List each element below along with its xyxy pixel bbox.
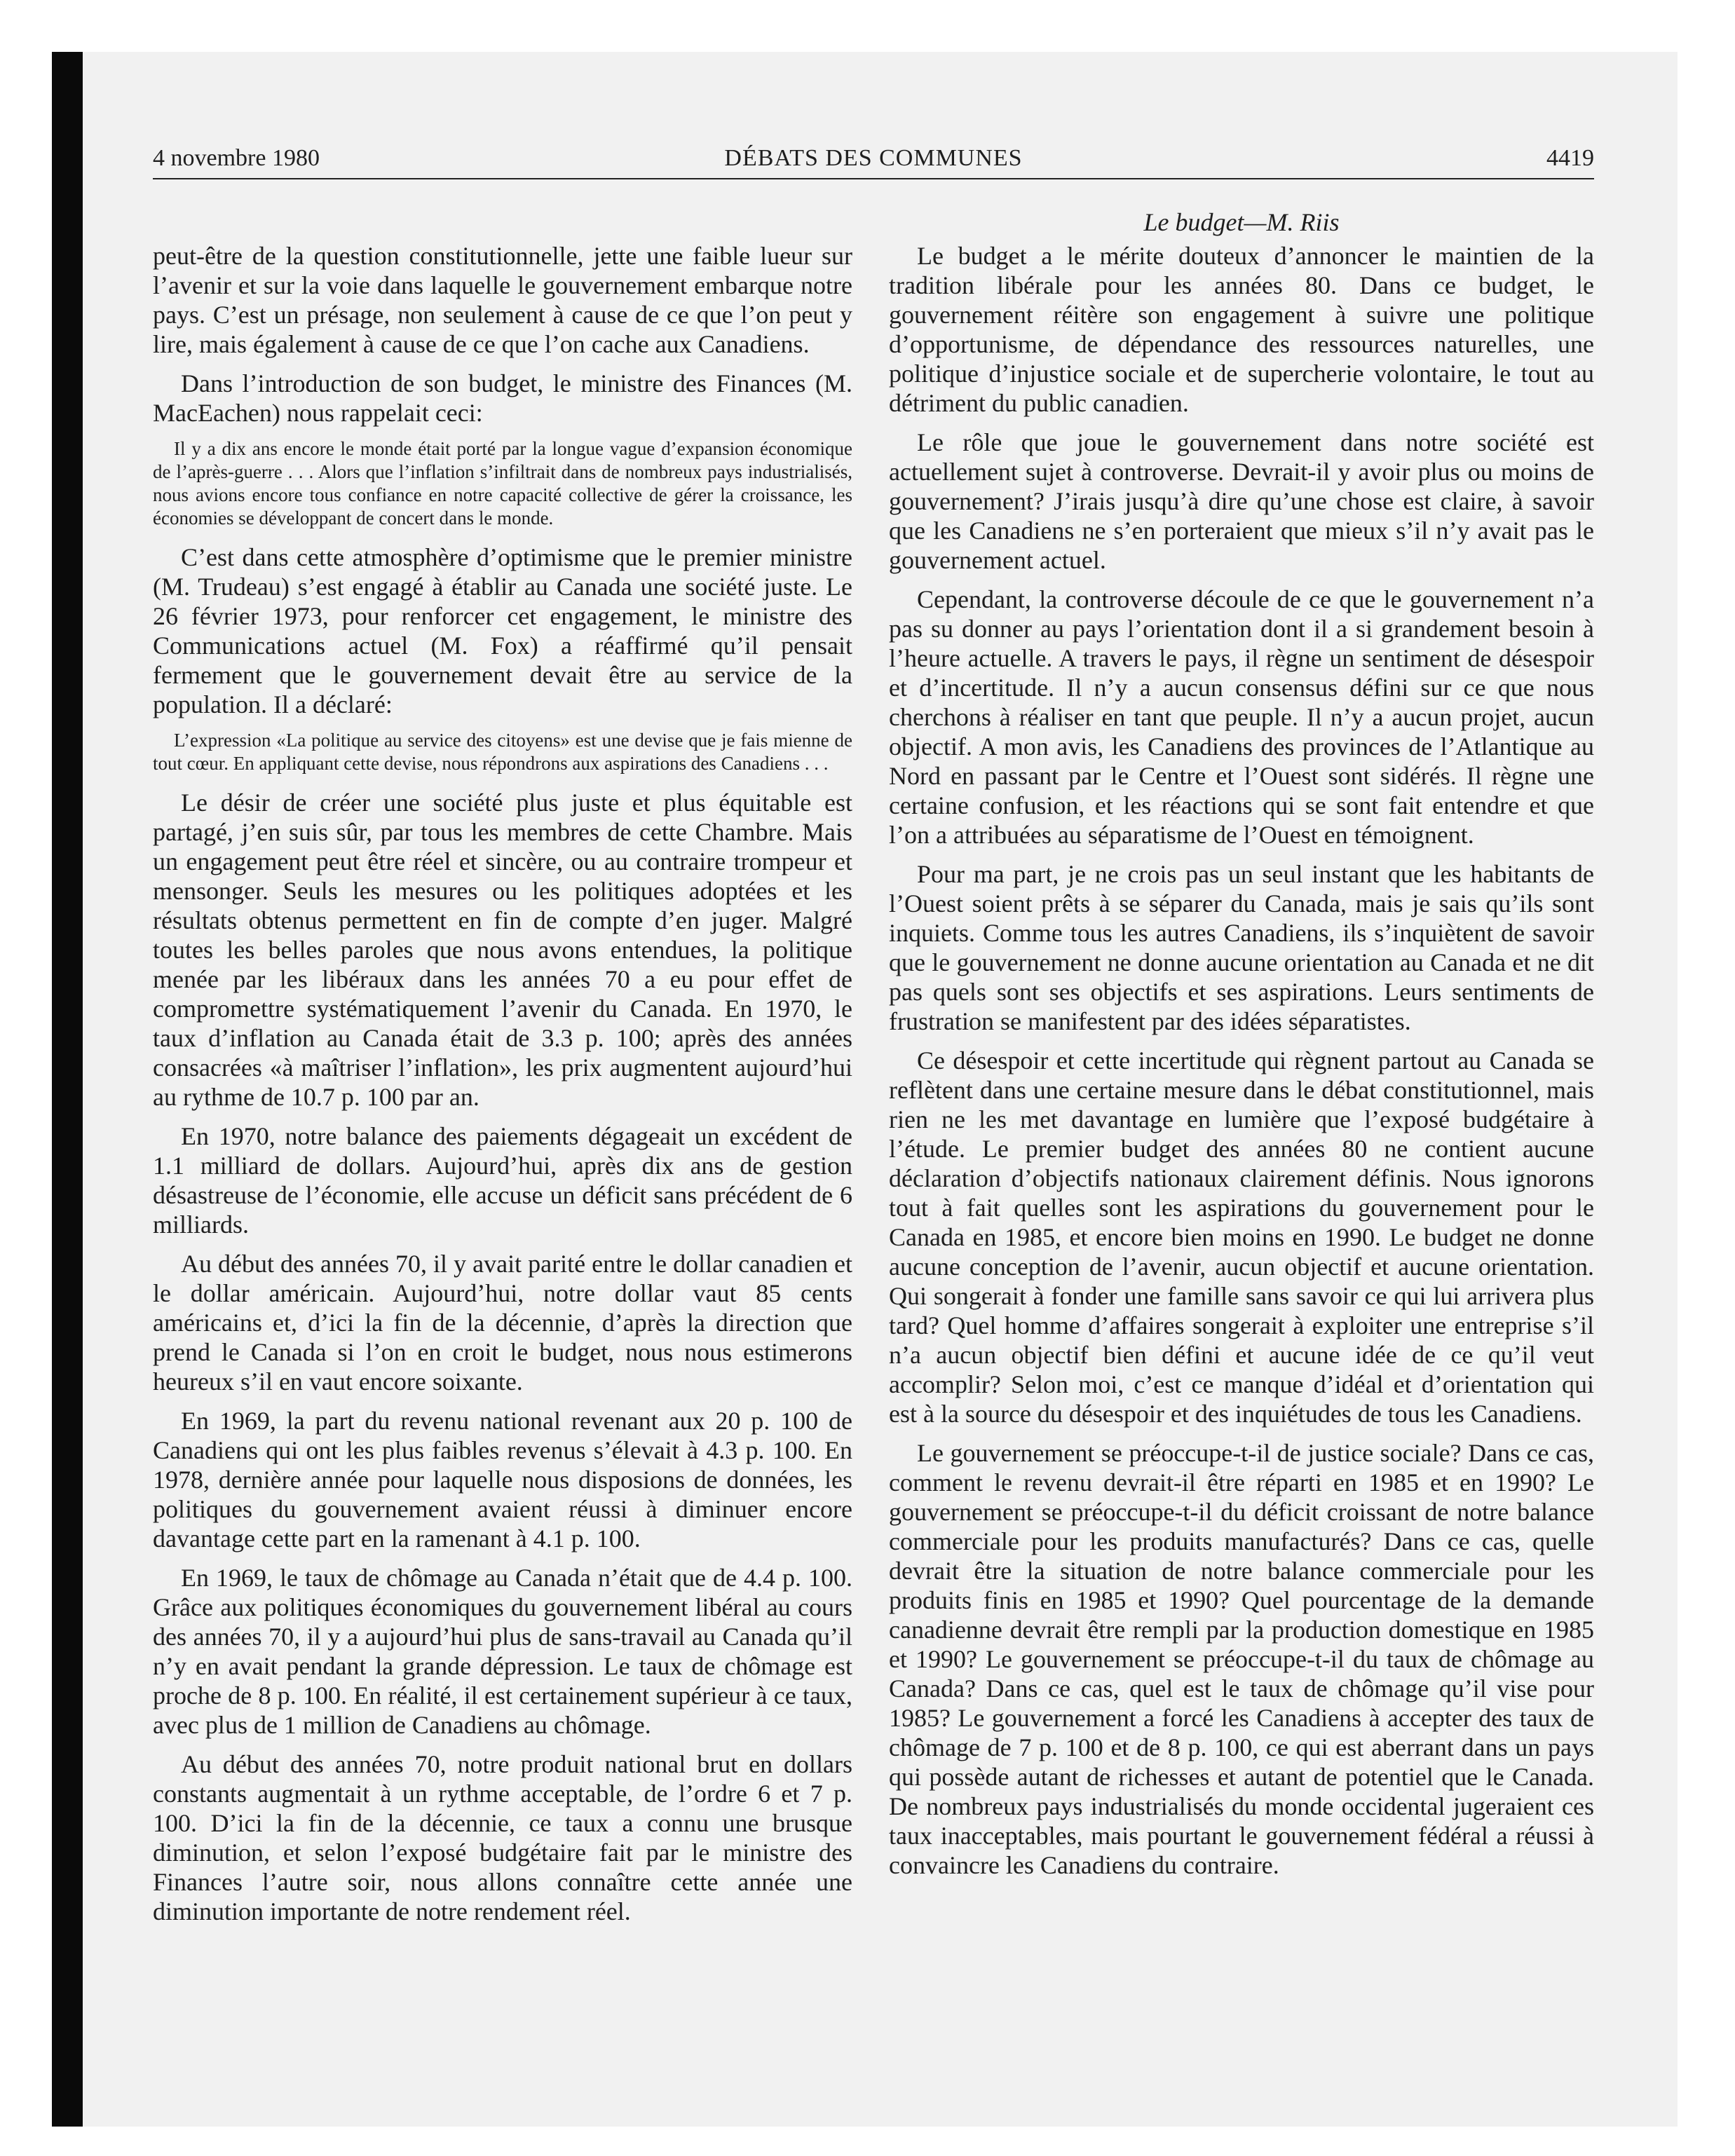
header-rule <box>153 178 1594 179</box>
paragraph: Cependant, la controverse découle de ce que le gouvernement n’a pas su donner au pays l’orientation dont il a si grandement besoin à l’heure actuelle. A travers le pays, il règne un sentiment de désespoir et d’incertitude. Il n’y a aucun consensus défini sur ce que nous cherchons à réaliser en tant que peuple. Il n’y a aucun projet, aucun objectif. A mon avis, les Canadiens des provinces de l’Atlantique au Nord en passant par le Centre et l’Ouest sont sidérés. Il règne une certaine confusion, et les réactions qui se sont fait entendre et que l’on a attribuées au séparatisme de l’Ouest en témoignent. <box>889 585 1594 849</box>
paragraph: Dans l’introduction de son budget, le ministre des Finances (M. MacEachen) nous rappelait ceci: <box>153 369 852 427</box>
paragraph: Ce désespoir et cette incertitude qui règnent partout au Canada se reflètent dans une certaine mesure dans le débat constitutionnel, mais rien ne les met davantage en lumière que l’exposé budgétaire à l’étude. Le premier budget des années 80 ne contient aucune déclaration d’objectifs nationaux clairement définis. Nous ignorons tout à fait quelles sont les aspirations du gouvernement pour le Canada en 1985, et encore bien moins en 1990. Le budget ne donne aucune conception de l’avenir, aucun objectif et aucune orientation. Qui songerait à fonder une famille sans savoir ce qui lui arrivera plus tard? Quel homme d’affaires songerait à exploiter une entreprise s’il n’a aucun objectif bien défini et aucune idée de ce qu’il veut accomplir? Selon moi, c’est ce manque d’idéal et d’orientation qui est à la source du désespoir et des inquiétudes de tous les Canadiens. <box>889 1046 1594 1428</box>
paragraph: En 1969, la part du revenu national revenant aux 20 p. 100 de Canadiens qui ont les plus faibles revenus s’élevait à 4.3 p. 100. En 1978, dernière année pour laquelle nous disposions de données, les politiques du gouvernement avaient réussi à diminuer encore davantage cette part en la ramenant à 4.1 p. 100. <box>153 1407 852 1553</box>
paragraph: Au début des années 70, notre produit national brut en dollars constants augmentait à un rythme acceptable, de l’ordre 6 et 7 p. 100. D’ici la fin de la décennie, ce taux a connu une brusque diminution, et selon l’exposé budgétaire fait par le ministre des Finances l’autre soir, nous allons connaître cette année une diminution importante de notre rendement réel. <box>153 1750 852 1925</box>
paragraph: En 1970, notre balance des paiements dégageait un excédent de 1.1 milliard de dollars. Aujourd’hui, après dix ans de gestion désastreuse de l’économie, elle accuse un déficit sans précédent de 6 milliards. <box>153 1122 852 1239</box>
paragraph: Le rôle que joue le gouvernement dans notre société est actuellement sujet à controverse. Devrait-il y avoir plus ou moins de gouvernement? J’irais jusqu’à dire qu’une chose est claire, à savoir que les Canadiens ne s’en porteraient que mieux s’il n’y avait pas le gouvernement actuel. <box>889 428 1594 574</box>
paragraph: Le désir de créer une société plus juste et plus équitable est partagé, j’en suis sûr, par tous les membres de cette Chambre. Mais un engagement peut être réel et sincère, ou au contraire trompeur et mensonger. Seuls les mesures ou les politiques adoptées et les résultats obtenus permettent en fin de compte d’en juger. Malgré toutes les belles paroles que nous avons entendues, la politique menée par les libéraux dans les années 70 a eu pour effet de compromettre systématiquement l’avenir du Canada. En 1970, le taux d’inflation au Canada était de 3.3 p. 100; après des années consacrées «à maîtriser l’inflation», les prix augmentent aujourd’hui au rythme de 10.7 p. 100 par an. <box>153 789 852 1111</box>
left-column <box>153 241 852 1936</box>
block-quote: Il y a dix ans encore le monde était porté par la longue vague d’expansion économique de l’après-guerre . . . Alors que l’inflation s’infiltrait dans de nombreux pays industrialisés, nous avions encore tous confiance en notre capacité collective de gérer la croissance, les économies se développant de concert dans le monde. <box>153 438 852 528</box>
paragraph: Le gouvernement se préoccupe-t-il de justice sociale? Dans ce cas, comment le revenu devrait-il être réparti en 1985 et en 1990? Le gouvernement se préoccupe-t-il du déficit croissant de notre balance commerciale pour les produits manufacturés? Dans ce cas, quelle devrait être la situation de notre balance commerciale pour les produits finis en 1985 et 1990? Quel pourcentage de la demande canadienne devrait être rempli par la production domestique en 1985 et 1990? Le gouvernement se préoccupe-t-il du taux de chômage au Canada? Dans ce cas, quel est le taux de chômage qu’il vise pour 1985? Le gouvernement a forcé les Canadiens à accepter des taux de chômage de 7 p. 100 et de 8 p. 100, ce qui est aberrant dans un pays qui possède autant de richesses et autant de potentiel que le Canada. De nombreux pays industrialisés du monde occidental jugeraient ces taux inacceptables, mais pourtant le gouvernement fédéral a réussi à convaincre les Canadiens du contraire. <box>889 1439 1594 1879</box>
header-date: 4 novembre 1980 <box>153 145 320 171</box>
paragraph: Pour ma part, je ne crois pas un seul instant que les habitants de l’Ouest soient prêts à se séparer du Canada, mais je sais qu’ils sont inquiets. Comme tous les autres Canadiens, ils s’inquiètent de savoir que le gouvernement ne donne aucune orientation au Canada et ne dit pas quels sont ses objectifs et ses aspirations. Leurs sentiments de frustration se manifestent par des idées séparatistes. <box>889 860 1594 1035</box>
paragraph: En 1969, le taux de chômage au Canada n’était que de 4.4 p. 100. Grâce aux politiques économiques du gouvernement libéral au cours des années 70, il y a aujourd’hui plus de sans-travail au Canada qu’il n’y en avait pendant la grande dépression. Le taux de chômage est proche de 8 p. 100. En réalité, il est certainement supérieur à ce taux, avec plus de 1 million de Canadiens au chômage. <box>153 1564 852 1739</box>
header-title: DÉBATS DES COMMUNES <box>724 145 1023 171</box>
paragraph: C’est dans cette atmosphère d’optimisme que le premier ministre (M. Trudeau) s’est engagé à établir au Canada une société juste. Le 26 février 1973, pour renforcer cet engagement, le ministre des Communications actuel (M. Fox) a réaffirmé qu’il pensait fermement que le gouvernement devait être au service de la population. Il a déclaré: <box>153 543 852 718</box>
paragraph: Au début des années 70, il y avait parité entre le dollar canadien et le dollar américain. Aujourd’hui, notre dollar vaut 85 cents américains et, d’ici la fin de la décennie, d’après la direction que prend le Canada si l’on en croit le budget, nous nous estimerons heureux s’il en vaut encore soixante. <box>153 1250 852 1396</box>
scan-edge-shadow <box>52 52 83 2127</box>
document-page <box>83 52 1678 2127</box>
paragraph: Le budget a le mérite douteux d’annoncer le maintien de la tradition libérale pour les années 80. Dans ce budget, le gouvernement réitère son engagement à suivre une politique d’opportunisme, de dépendance des ressources naturelles, une politique d’injustice sociale et de supercherie volontaire, le tout au détriment du public canadien. <box>889 242 1594 417</box>
running-head: Le budget—M. Riis <box>1143 208 1340 236</box>
page-header <box>153 142 1594 175</box>
header-page-number: 4419 <box>1546 145 1594 171</box>
paragraph: peut-être de la question constitutionnelle, jette une faible lueur sur l’avenir et sur la voie dans laquelle le gouvernement embarque notre pays. C’est un présage, non seulement à cause de ce que l’on peut y lire, mais également à cause de ce que l’on cache aux Canadiens. <box>153 242 852 358</box>
block-quote: L’expression «La politique au service des citoyens» est une devise que je fais mienne de tout cœur. En appliquant cette devise, nous répondrons aux aspirations des Canadiens . . . <box>153 730 852 774</box>
right-column <box>889 207 1594 1890</box>
